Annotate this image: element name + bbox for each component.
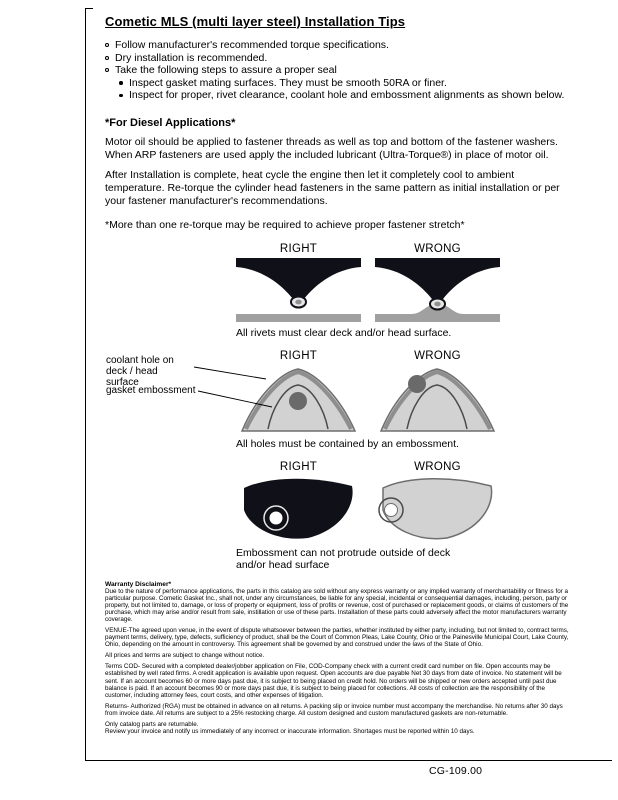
open-bullet-icon [105,43,109,47]
deck-surface [236,314,361,322]
rivet-center [295,299,301,304]
embossment-right-diagram [236,476,361,542]
page-border-bottom [85,760,612,761]
right-label: RIGHT [279,242,318,255]
embossment-wrong-diagram [375,476,500,542]
tip-item [105,64,583,77]
coolant-hole [408,375,426,393]
tips-list [105,39,583,102]
diagram-embossment-protrusion [236,461,500,571]
deck-blob-shape [383,478,492,538]
warranty-paragraph: Review your invoice and notify us immediately of any incorrect or inaccurate information. Shortages must be reported within 10 days. [105,728,475,736]
diagram-hole-embossment [106,349,500,450]
diesel-paragraph-1: Motor oil should be applied to fastener threads as well as top and bottom of the fastener washers. When ARP fasteners are used apply the included lubricant (Ultra-Torque®) in place of motor oil. [105,135,558,161]
wrong-label: WRONG [414,460,461,473]
hole [270,511,283,524]
warranty-heading: Warranty Disclaimer* [105,580,172,588]
diagram-rivet-clearance [236,243,500,339]
tip-sub-item [105,77,583,90]
tip-text: Dry installation is recommended. [115,51,268,64]
diagram-panels [236,258,500,322]
warranty-paragraph: VENUE-The agreed upon venue, in the event of dispute whatsoever between the parties, whether instituted by either party, including, but not limited to, contract terms, payment terms, delivery, type, defects, sufficiency of product, shall be the Court of Common Pleas, Lake County, Ohio or the Painesville Municipal Court, Lake County, Ohio, depending on the amount in controversy. This agreement shall be governed by and construed under the laws of the State of Ohio. [105,626,569,649]
tip-text: Follow manufacturer's recommended torque specifications. [115,39,389,51]
right-label: RIGHT [279,349,318,362]
diagram-caption: All holes must be contained by an embossment. [236,437,459,450]
diagram-caption: Embossment can not protrude outside of deck and/or head surface [236,546,451,571]
coolant-hole-annotation: coolant hole on deck / head surface [106,354,174,388]
warranty-section [105,581,573,736]
right-label: RIGHT [279,460,318,473]
deck-blob-shape [244,478,353,538]
page-code: CG-109.00 [429,765,483,777]
diagram-labels [236,350,500,362]
filled-bullet-icon [119,94,123,98]
open-bullet-icon [105,56,109,60]
tip-text: Take the following steps to assure a proper seal [115,64,337,76]
retorque-note: *More than one re-torque may be required to achieve proper fastener stretch* [105,218,465,231]
diesel-paragraph-2: After Installation is complete, heat cycle the engine then let it completely cool to ambient temperature. Re-torque the cylinder head fasteners in the same pattern as initial installation or per your fastener manufacturer's recommendations. [105,168,560,207]
warranty-paragraph: Returns- Authorized (RGA) must be obtained in advance on all returns. A packing slip or invoice number must accompany the merchandise. No returns after 30 days from invoice date. All returns are subject to a 25% restocking charge. All custom designed and custom manufactured gaskets are non-returnable. [105,702,563,717]
diagram-panels [236,476,500,542]
tip-item [105,39,583,52]
tip-item [105,52,583,65]
hole-wrong-diagram [375,365,500,433]
diagram-labels [236,243,500,255]
rivet-wrong-diagram [375,258,500,322]
tip-text: Inspect gasket mating surfaces. They must be smooth 50RA or finer. [129,76,447,89]
diesel-applications-heading: *For Diesel Applications* [105,116,236,129]
warranty-paragraph: Due to the nature of performance applications, the parts in this catalog are sold without any express warranty or any implied warranty of merchantability or fitness for a particular purpose. Cometic Gasket Inc., shall not, under any circumstances, be liable for any special, incidental or consequential damages, including, person, party or property, but not limited to, damage, or loss of property or equipment, loss of profits or revenue, cost of purchased or replacement goods, or claims of customers of the purchase, which may arise and/or result from sale, instillation or use of these parts. Installation of these parts could adversely affect the motor manufacturers warranty coverage. [105,587,569,623]
hole [385,503,398,516]
warranty-paragraph: Only catalog parts are returnable. [105,721,199,728]
warranty-paragraph: All prices and terms are subject to change without notice. [105,652,265,660]
gasket-layer-shape [375,258,500,303]
open-bullet-icon [105,68,109,72]
page-border-tick [85,8,93,9]
rivet-center [434,301,440,306]
tip-text: Inspect for proper, rivet clearance, coolant hole and embossment alignments as shown below. [129,89,565,101]
page-title: Cometic MLS (multi layer steel) Installation Tips [105,14,406,29]
wrong-label: WRONG [414,349,461,362]
page-content [105,14,583,735]
hole-right-diagram [236,365,361,433]
wrong-label: WRONG [414,242,461,255]
coolant-hole [289,392,307,410]
diagram-labels [236,461,500,473]
filled-bullet-icon [119,81,123,85]
warranty-paragraph: Terms COD- Secured with a completed dealer/jobber application on File, COD-Company check with a current credit card number on file. Open accounts may be established by well rated firms. A credit application is available upon request. Open accounts are due payable Net 30 days from date of invoice. No statement will be sent. If an account becomes 60 or more days past due, it is subject to being placed on credit hold. No orders will be shipped or new orders accepted until past due balance is paid. If an account becomes 90 or more days past due, it is subject to being placed for collections. All costs of collection are the responsibility of the customer, including attorney fees, court costs, and other expenses of litigation. [105,663,562,699]
deck-wedge-shape [381,369,494,431]
page-border-left [85,8,86,761]
diagram-caption: All rivets must clear deck and/or head surface. [236,326,452,339]
gasket-embossment-annotation: gasket embossment [106,384,196,396]
rivet-right-diagram [236,258,361,322]
tip-sub-item [105,89,583,102]
